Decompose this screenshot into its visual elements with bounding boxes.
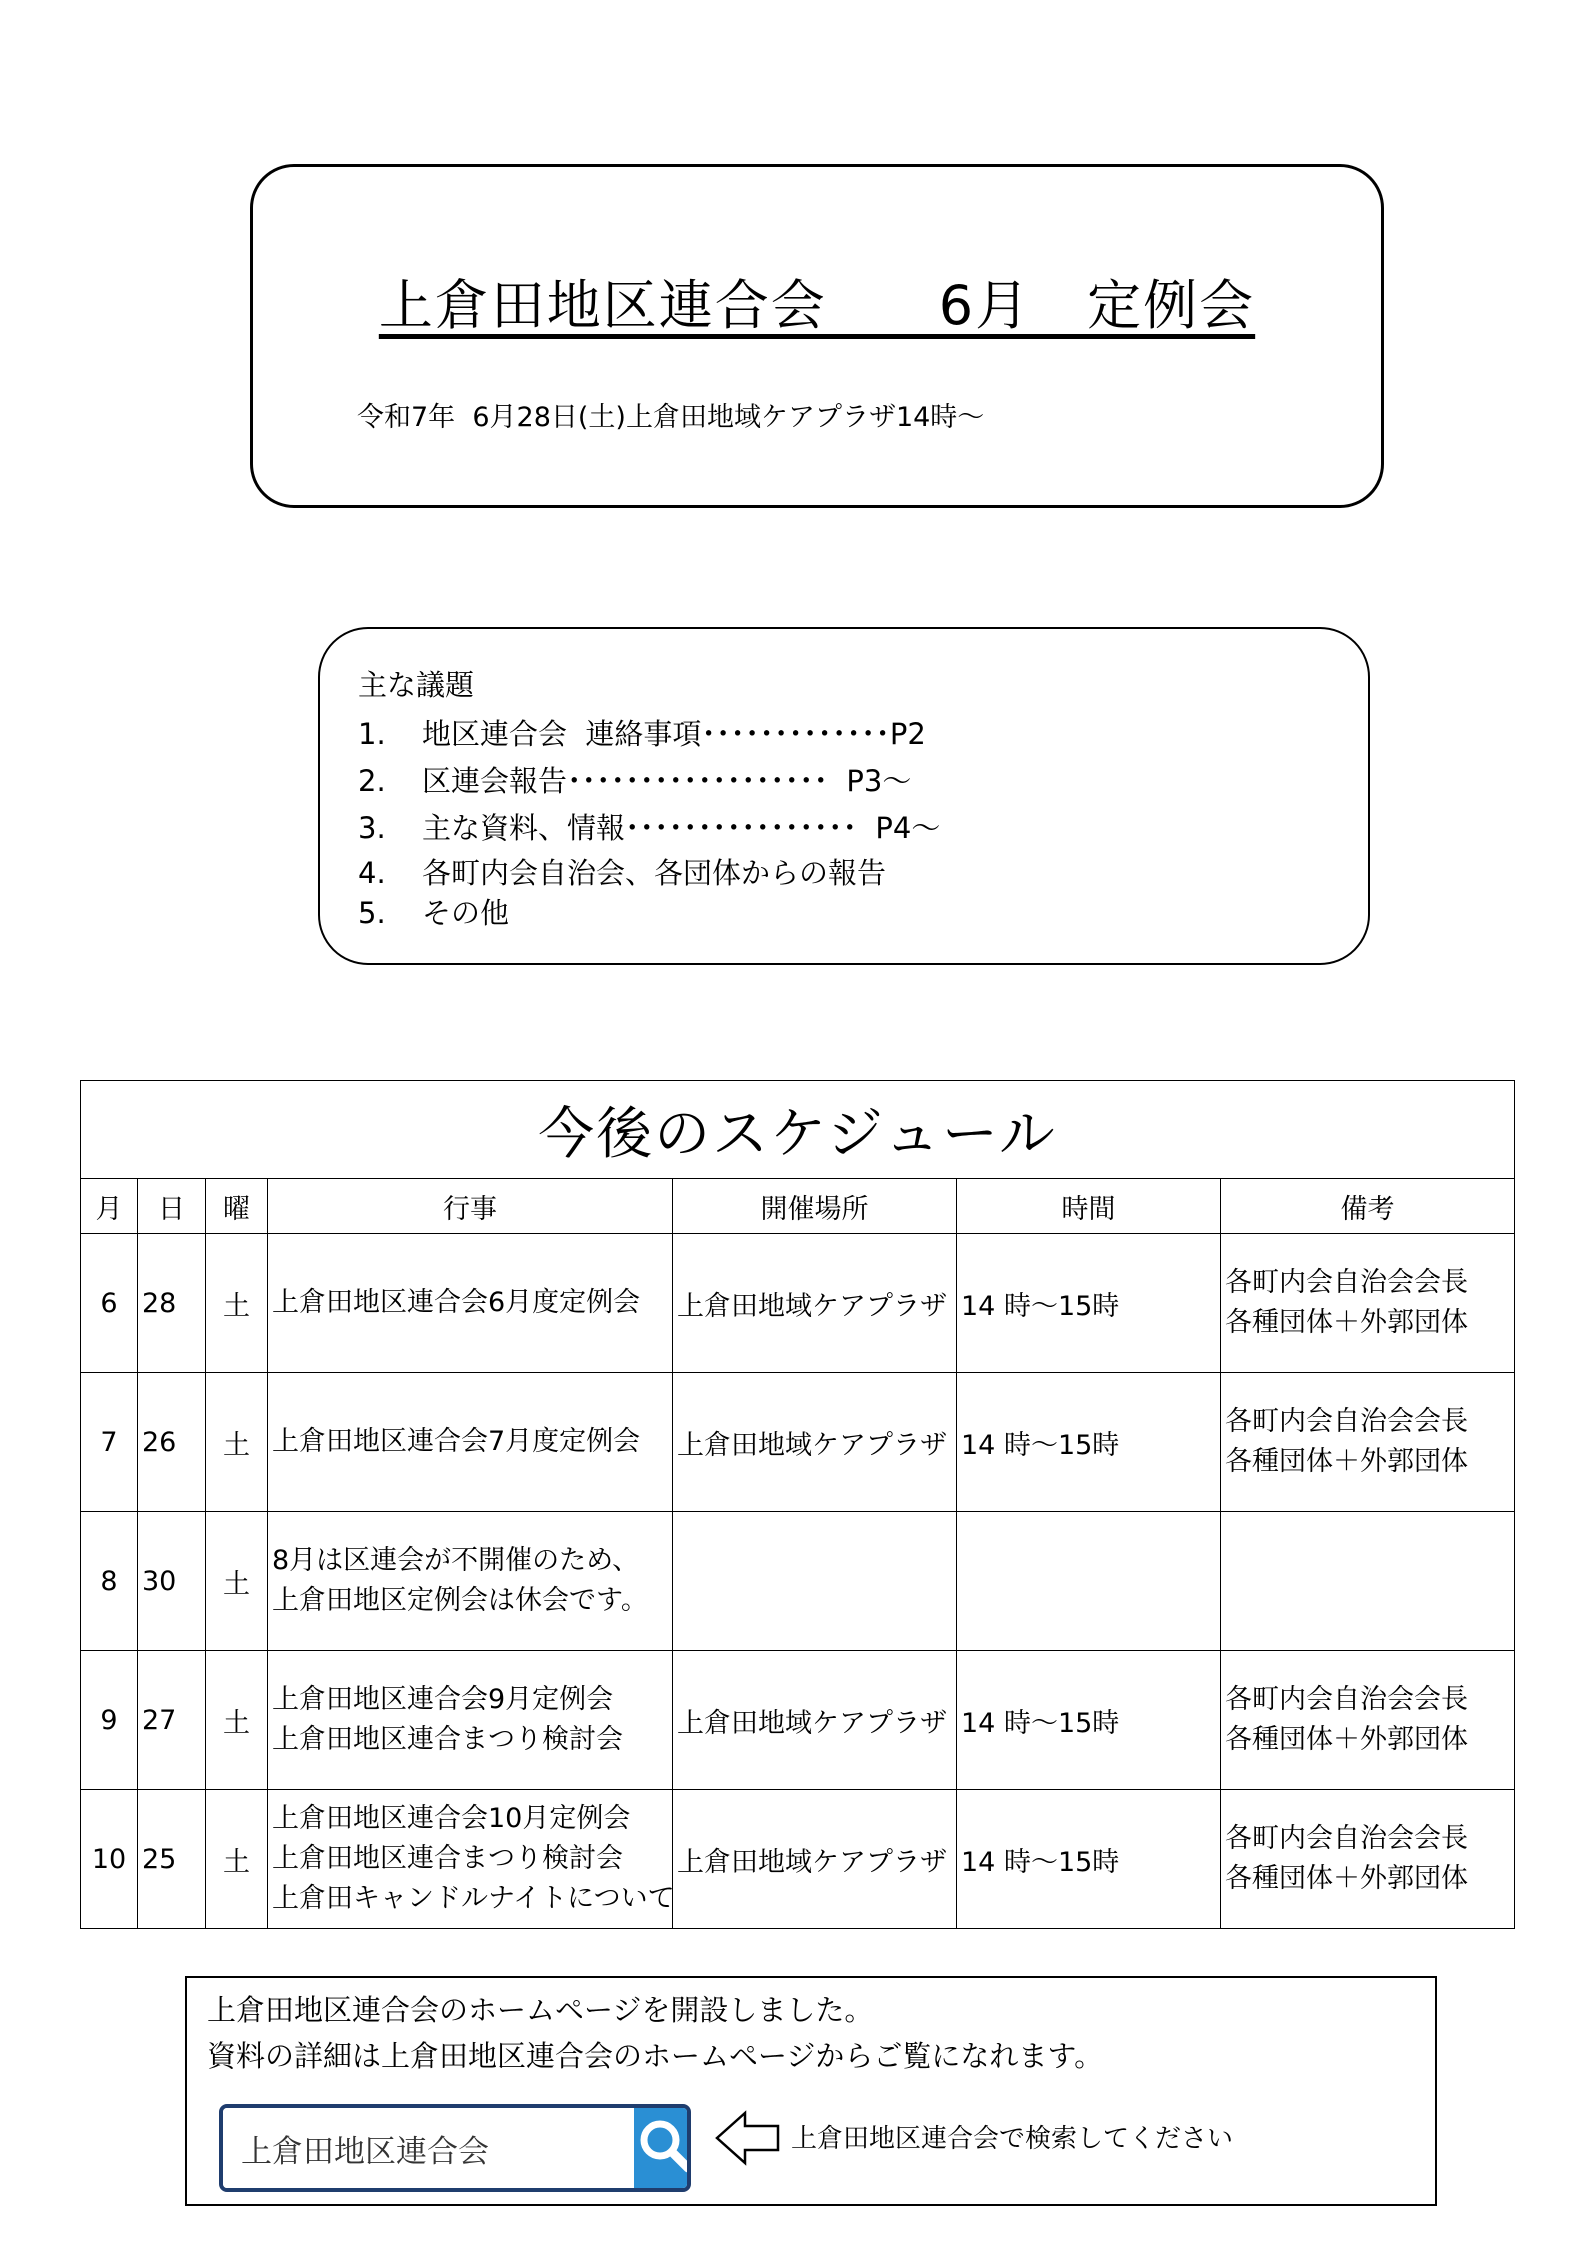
note-line: 各町内会自治会会長 (1225, 1406, 1468, 1437)
event-line: 8月は区連会が不開催のため、 (272, 1545, 640, 1576)
table-row (81, 1651, 1515, 1790)
column-header: 備考 (1221, 1179, 1515, 1234)
title-box (250, 164, 1384, 508)
homepage-notice-line: 資料の詳細は上倉田地区連合会のホームページからご覧になれます。 (207, 2039, 1104, 2073)
agenda-item-text: 地区連合会 連絡事項･････････････P2 (422, 717, 926, 751)
event-line: 上倉田地区定例会は休会です。 (272, 1585, 648, 1616)
weekday-cell: 土 (206, 1651, 268, 1790)
agenda-item-text: その他 (422, 896, 510, 930)
day-cell: 28 (138, 1234, 206, 1373)
column-header: 行事 (268, 1179, 673, 1234)
note-line: 各種団体＋外郭団体 (1225, 1307, 1468, 1338)
homepage-notice-line: 上倉田地区連合会のホームページを開設しました。 (207, 1993, 874, 2027)
search-box (219, 2104, 691, 2192)
note-cell (1221, 1651, 1515, 1790)
agenda-item-number: 3. (358, 811, 386, 845)
month-cell: 8 (81, 1512, 138, 1651)
homepage-notice-box (185, 1976, 1437, 2206)
month-cell: 10 (81, 1790, 138, 1929)
meeting-date-place: 令和7年 6月28日(土)上倉田地域ケアプラザ14時～ (357, 402, 985, 433)
table-row (81, 1790, 1515, 1929)
magnifier-icon (634, 2114, 691, 2182)
agenda-list (358, 711, 940, 932)
table-row (81, 1512, 1515, 1651)
schedule-header-row (81, 1179, 1515, 1234)
note-cell (1221, 1790, 1515, 1929)
agenda-item-number: 2. (358, 764, 386, 798)
column-header: 日 (138, 1179, 206, 1234)
day-cell: 30 (138, 1512, 206, 1651)
agenda-item (358, 894, 940, 932)
agenda-item (358, 758, 940, 805)
agenda-item-text: 各町内会自治会、各団体からの報告 (422, 856, 887, 890)
agenda-item-text: 区連会報告･･････････････････ P3～ (422, 764, 912, 798)
column-header: 曜 (206, 1179, 268, 1234)
event-line: 上倉田地区連合まつり検討会 (272, 1724, 623, 1755)
agenda-item-number: 1. (358, 717, 386, 751)
day-cell: 25 (138, 1790, 206, 1929)
schedule-title: 今後のスケジュール (81, 1081, 1515, 1179)
time-cell (957, 1512, 1221, 1651)
event-line: 上倉田地区連合会9月定例会 (272, 1684, 614, 1715)
note-line: 各種団体＋外郭団体 (1225, 1446, 1468, 1477)
table-row (81, 1373, 1515, 1512)
search-hint: 上倉田地区連合会で検索してください (791, 2124, 1234, 2154)
note-line: 各種団体＋外郭団体 (1225, 1863, 1468, 1894)
event-cell (268, 1651, 673, 1790)
event-line: 上倉田地区連合会6月度定例会 (272, 1287, 641, 1318)
event-cell (268, 1373, 673, 1512)
column-header: 月 (81, 1179, 138, 1234)
time-cell: 14 時～15時 (957, 1651, 1221, 1790)
agenda-item-number: 5. (358, 896, 386, 930)
note-line: 各町内会自治会会長 (1225, 1823, 1468, 1854)
column-header: 時間 (957, 1179, 1221, 1234)
time-cell: 14 時～15時 (957, 1790, 1221, 1929)
month-cell: 9 (81, 1651, 138, 1790)
note-line: 各種団体＋外郭団体 (1225, 1724, 1468, 1755)
left-arrow-icon (715, 2110, 781, 2170)
weekday-cell: 土 (206, 1234, 268, 1373)
agenda-box (318, 627, 1370, 965)
event-line: 上倉田地区連合会10月定例会 (272, 1803, 631, 1834)
table-row (81, 1234, 1515, 1373)
place-cell: 上倉田地域ケアプラザ (673, 1790, 957, 1929)
event-cell (268, 1790, 673, 1929)
note-line: 各町内会自治会会長 (1225, 1684, 1468, 1715)
agenda-heading: 主な議題 (358, 668, 475, 702)
day-cell: 26 (138, 1373, 206, 1512)
page-title: 上倉田地区連合会 6月 定例会 (378, 274, 1256, 337)
place-cell: 上倉田地域ケアプラザ (673, 1234, 957, 1373)
column-header: 開催場所 (673, 1179, 957, 1234)
weekday-cell: 土 (206, 1373, 268, 1512)
month-cell: 6 (81, 1234, 138, 1373)
event-line: 上倉田キャンドルナイトについて (272, 1883, 675, 1914)
search-button[interactable] (634, 2108, 691, 2188)
agenda-item (358, 852, 940, 894)
event-cell (268, 1512, 673, 1651)
weekday-cell: 土 (206, 1790, 268, 1929)
place-cell (673, 1512, 957, 1651)
place-cell: 上倉田地域ケアプラザ (673, 1651, 957, 1790)
place-cell: 上倉田地域ケアプラザ (673, 1373, 957, 1512)
time-cell: 14 時～15時 (957, 1234, 1221, 1373)
note-cell (1221, 1512, 1515, 1651)
event-cell (268, 1234, 673, 1373)
note-cell (1221, 1234, 1515, 1373)
weekday-cell: 土 (206, 1512, 268, 1651)
month-cell: 7 (81, 1373, 138, 1512)
agenda-item-number: 4. (358, 856, 386, 890)
time-cell: 14 時～15時 (957, 1373, 1221, 1512)
search-input[interactable] (223, 2108, 634, 2188)
event-line: 上倉田地区連合会7月度定例会 (272, 1426, 641, 1457)
note-cell (1221, 1373, 1515, 1512)
day-cell: 27 (138, 1651, 206, 1790)
agenda-item (358, 711, 940, 758)
agenda-item (358, 805, 940, 852)
note-line: 各町内会自治会会長 (1225, 1267, 1468, 1298)
schedule-table (80, 1080, 1515, 1929)
agenda-item-text: 主な資料、情報････････････････ P4～ (422, 811, 941, 845)
event-line: 上倉田地区連合まつり検討会 (272, 1843, 623, 1874)
